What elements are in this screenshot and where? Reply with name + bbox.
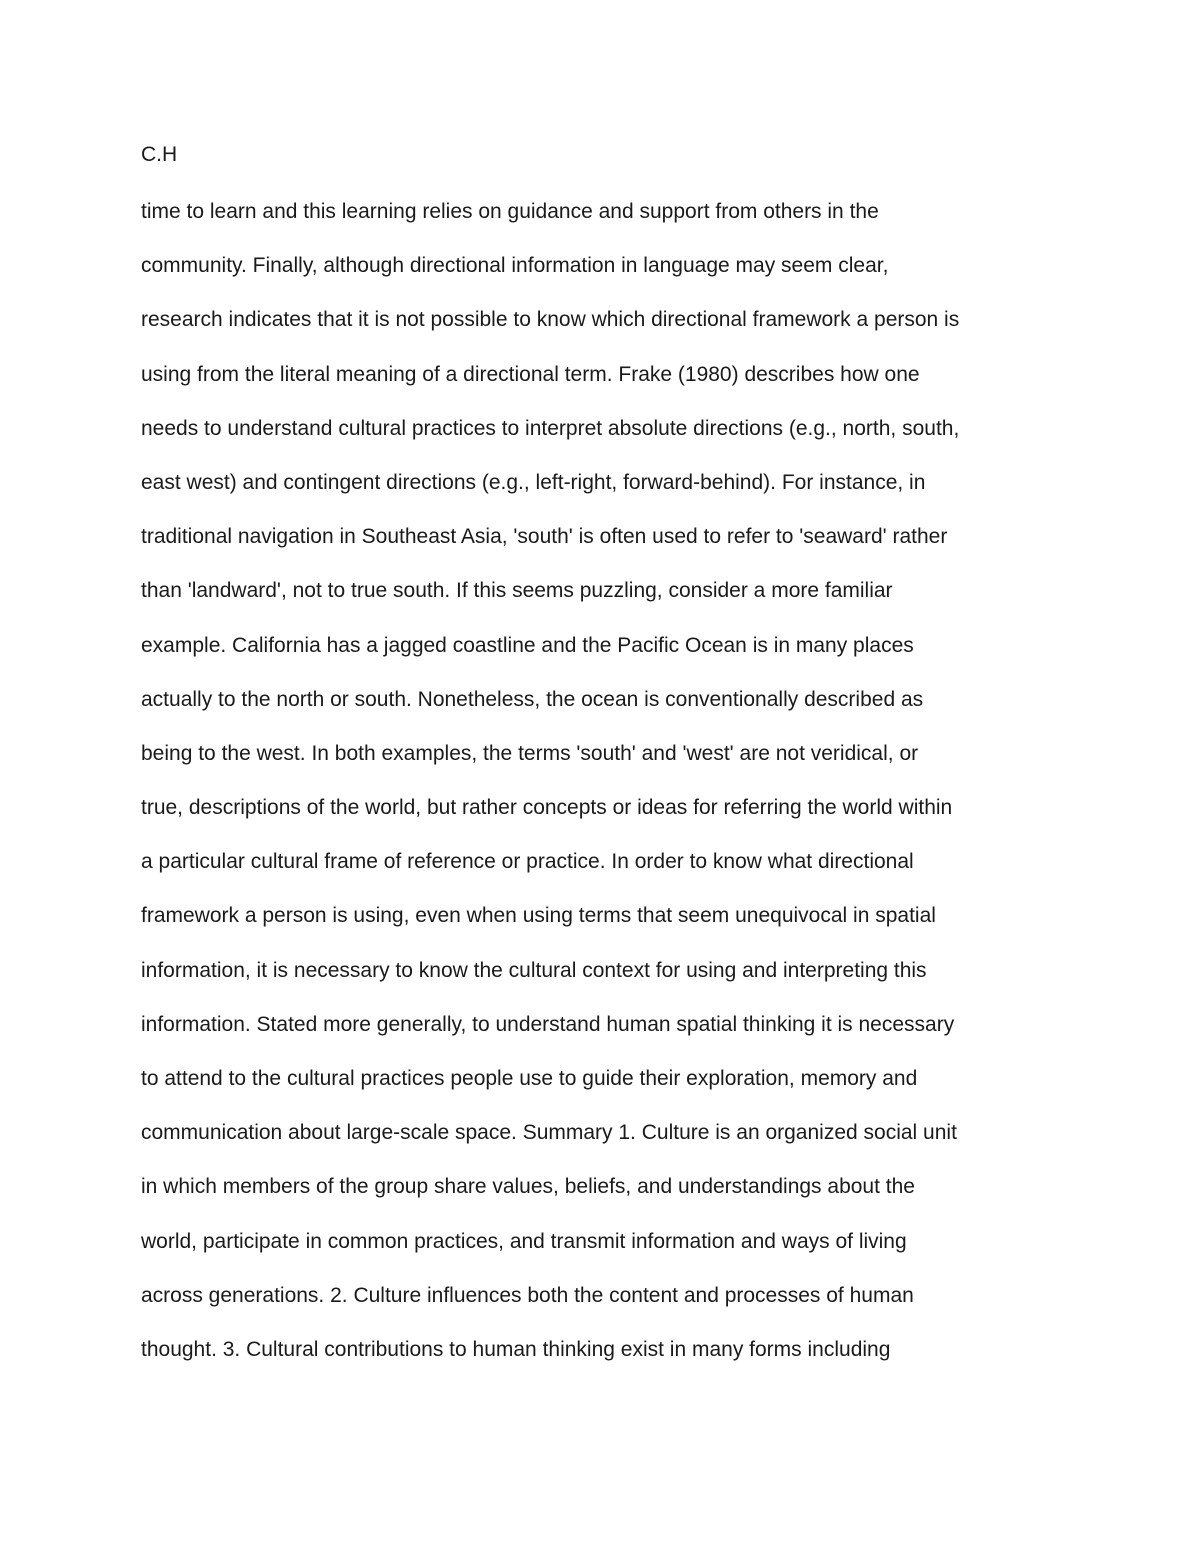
page-header: C.H bbox=[141, 143, 178, 166]
text-line: example. California has a jagged coastline and the Pacific Ocean is in many places bbox=[141, 633, 914, 657]
text-line: being to the west. In both examples, the terms 'south' and 'west' are not veridical, or bbox=[141, 741, 919, 765]
text-line: than 'landward', not to true south. If this seems puzzling, consider a more familiar bbox=[141, 579, 893, 603]
text-line: research indicates that it is not possible to know which directional framework a person is bbox=[141, 308, 960, 332]
text-line: east west) and contingent directions (e.g., left-right, forward-behind). For instance, in bbox=[141, 470, 926, 494]
text-line: world, participate in common practices, and transmit information and ways of living bbox=[141, 1229, 907, 1253]
text-line: in which members of the group share values, beliefs, and understandings about the bbox=[141, 1175, 915, 1199]
text-line: communication about large-scale space. Summary 1. Culture is an organized social unit bbox=[141, 1121, 957, 1145]
text-line: true, descriptions of the world, but rather concepts or ideas for referring the world within bbox=[141, 796, 953, 820]
text-line: framework a person is using, even when using terms that seem unequivocal in spatial bbox=[141, 904, 936, 928]
text-line: across generations. 2. Culture influences both the content and processes of human bbox=[141, 1283, 914, 1307]
text-line: traditional navigation in Southeast Asia, 'south' is often used to refer to 'seaward' rather bbox=[141, 525, 948, 549]
text-line: a particular cultural frame of reference or practice. In order to know what directional bbox=[141, 850, 914, 874]
text-line: to attend to the cultural practices people use to guide their exploration, memory and bbox=[141, 1067, 918, 1090]
text-line: time to learn and this learning relies on guidance and support from others in the bbox=[141, 200, 879, 223]
text-line: information. Stated more generally, to understand human spatial thinking it is necessary bbox=[141, 1012, 955, 1036]
text-line: actually to the north or south. Nonetheless, the ocean is conventionally described as bbox=[141, 687, 924, 711]
text-line: information, it is necessary to know the cultural context for using and interpreting this bbox=[141, 958, 927, 982]
text-line: using from the literal meaning of a directional term. Frake (1980) describes how one bbox=[141, 362, 920, 386]
body-text bbox=[141, 195, 1081, 1387]
text-line: needs to understand cultural practices to interpret absolute directions (e.g., north, south, bbox=[141, 416, 960, 440]
text-line: thought. 3. Cultural contributions to human thinking exist in many forms including bbox=[141, 1337, 891, 1361]
text-line: community. Finally, although directional information in language may seem clear, bbox=[141, 254, 889, 278]
